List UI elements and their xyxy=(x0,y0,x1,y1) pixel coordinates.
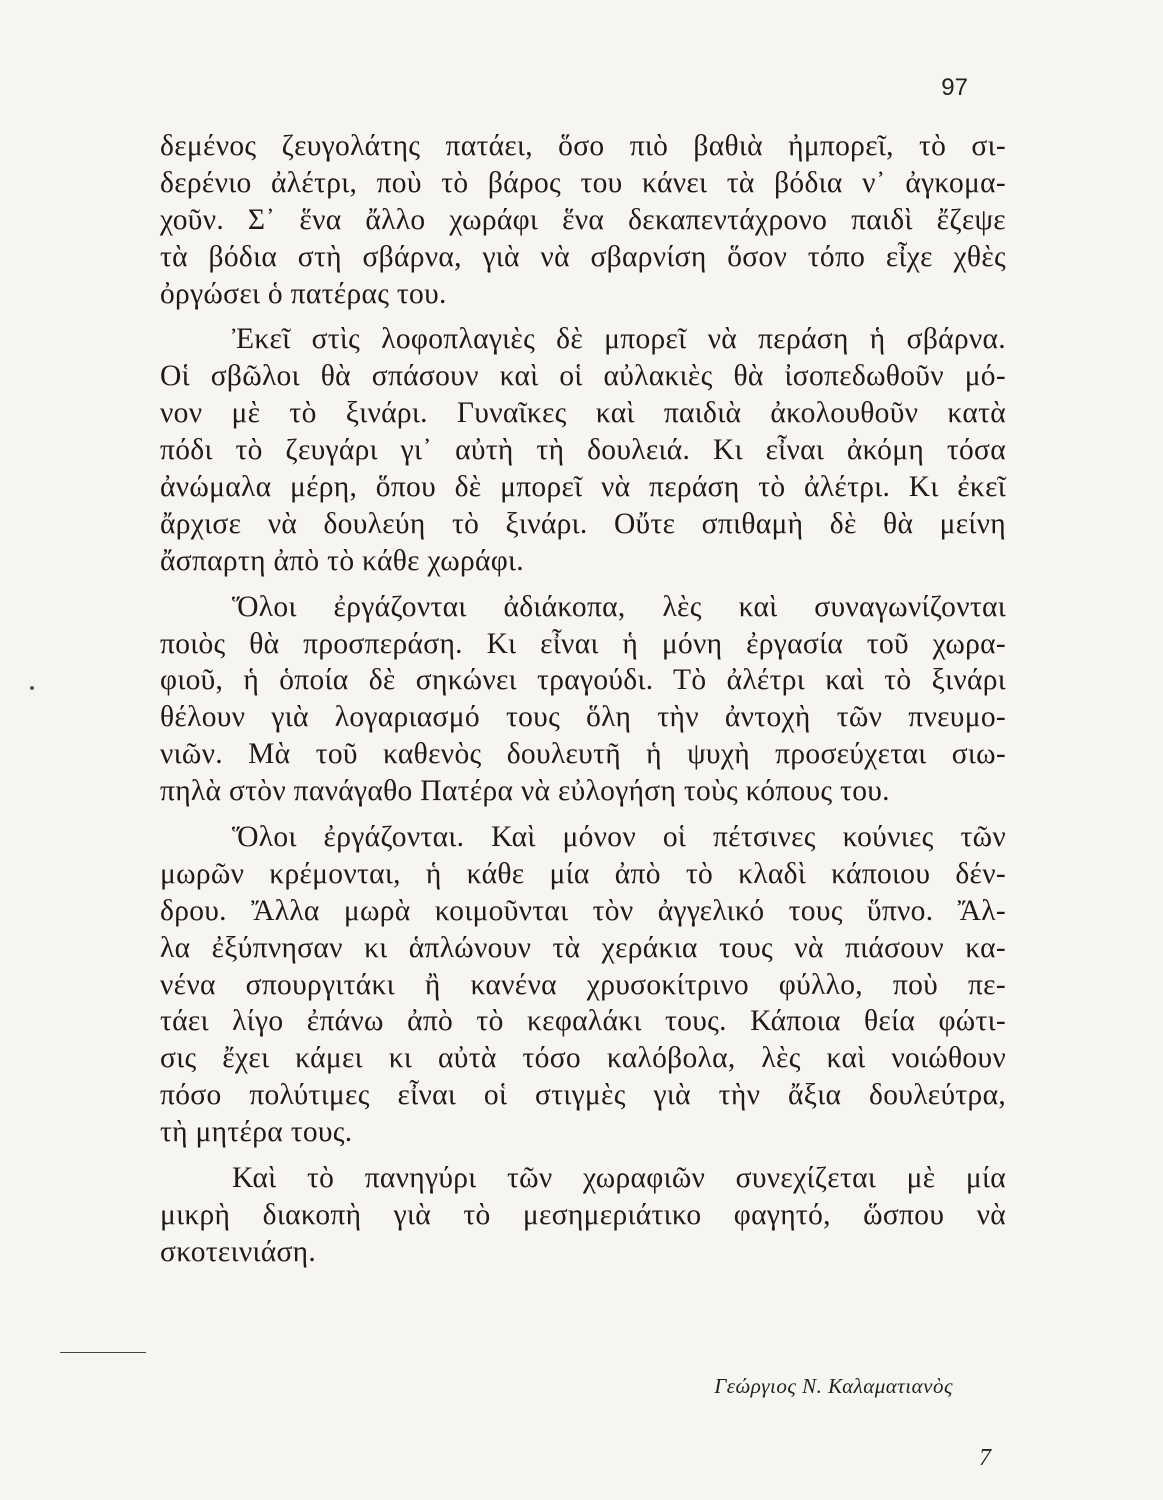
margin-speck xyxy=(30,686,34,690)
text-line: πόσο πολύτιμες εἶναι οἱ στιγμὲς γιὰ τὴν ἄξια δουλεύτρα, xyxy=(160,1079,1006,1112)
text-line: μωρῶν κρέμονται, ἡ κάθε μία ἀπὸ τὸ κλαδὶ κάποιου δέν- xyxy=(160,857,1006,890)
page-number: 97 xyxy=(941,74,968,101)
margin-rule xyxy=(60,1352,146,1353)
text-line: χοῦν. Σ᾽ ἕνα ἄλλο χωράφι ἕνα δεκαπεντάχρονο παιδὶ ἔζεψε xyxy=(160,203,1006,236)
text-line: ποιὸς θὰ προσπεράση. Κι εἶναι ἡ μόνη ἐργασία τοῦ χωρα- xyxy=(160,627,1006,660)
text-line: δρου. Ἄλλα μωρὰ κοιμοῦνται τὸν ἀγγελικό τους ὕπνο. Ἄλ- xyxy=(160,894,1006,927)
text-line: ἀνώμαλα μέρη, ὅπου δὲ μπορεῖ νὰ περάση τὸ ἀλέτρι. Κι ἐκεῖ xyxy=(160,471,1006,504)
text-line: νον μὲ τὸ ξινάρι. Γυναῖκες καὶ παιδιὰ ἀκολουθοῦν κατὰ xyxy=(160,397,1006,430)
text-line: ὀργώσει ὁ πατέρας του. xyxy=(160,277,447,310)
gathering-mark: 7 xyxy=(979,1445,991,1471)
text-line: ἄσπαρτη ἀπὸ τὸ κάθε χωράφι. xyxy=(160,544,524,577)
text-line: νιῶν. Μὰ τοῦ καθενὸς δουλευτῆ ἡ ψυχὴ προσεύχεται σιω- xyxy=(160,738,1006,771)
text-line: δερένιο ἀλέτρι, ποὺ τὸ βάρος του κάνει τὰ βόδια ν᾽ ἀγκομα- xyxy=(160,166,1006,199)
paragraph xyxy=(160,819,1006,1151)
paragraph xyxy=(160,128,1006,312)
author-signature: Γεώργιος Ν. Καλαματιανὸς xyxy=(714,1374,953,1398)
text-line: Ὅλοι ἐργάζονται ἀδιάκοπα, λὲς καὶ συναγωνίζονται xyxy=(232,590,1006,623)
text-line: τάει λίγο ἐπάνω ἀπὸ τὸ κεφαλάκι τους. Κάποια θεία φώτι- xyxy=(160,1005,1006,1038)
paragraph xyxy=(160,589,1006,810)
text-body xyxy=(160,128,1006,1280)
text-line: ἄρχισε νὰ δουλεύη τὸ ξινάρι. Οὔτε σπιθαμὴ δὲ θὰ μείνη xyxy=(160,507,1006,540)
text-line: πηλὰ στὸν πανάγαθο Πατέρα νὰ εὐλογήση τοὺς κόπους του. xyxy=(160,775,890,808)
text-line: νένα σπουργιτάκι ἢ κανένα χρυσοκίτρινο φύλλο, ποὺ πε- xyxy=(160,968,1006,1001)
text-line: Ὅλοι ἐργάζονται. Καὶ μόνον οἱ πέτσινες κούνιες τῶν xyxy=(232,821,1006,854)
text-line: μικρὴ διακοπὴ γιὰ τὸ μεσημεριάτικο φαγητό, ὥσπου νὰ xyxy=(160,1198,1006,1231)
text-line: τὰ βόδια στὴ σβάρνα, γιὰ νὰ σβαρνίση ὅσον τόπο εἶχε χθὲς xyxy=(160,240,1006,273)
text-line: Οἱ σβῶλοι θὰ σπάσουν καὶ οἱ αὐλακιὲς θὰ ἰσοπεδωθοῦν μό- xyxy=(160,360,1006,393)
text-line: τὴ μητέρα τους. xyxy=(160,1116,353,1149)
text-line: σις ἔχει κάμει κι αὐτὰ τόσο καλόβολα, λὲς καὶ νοιώθουν xyxy=(160,1042,1006,1075)
text-line: σκοτεινιάση. xyxy=(160,1235,317,1268)
paragraph xyxy=(160,1160,1006,1271)
text-line: φιοῦ, ἡ ὁποία δὲ σηκώνει τραγούδι. Τὸ ἀλέτρι καὶ τὸ ξινάρι xyxy=(160,664,1006,697)
text-line: δεμένος ζευγολάτης πατάει, ὅσο πιὸ βαθιὰ ἠμπορεῖ, τὸ σι- xyxy=(160,130,1006,162)
text-line: Καὶ τὸ πανηγύρι τῶν χωραφιῶν συνεχίζεται μὲ μία xyxy=(232,1162,1006,1195)
text-line: Ἐκεῖ στὶς λοφοπλαγιὲς δὲ μπορεῖ νὰ περάση ἡ σβάρνα. xyxy=(232,323,1006,356)
paragraph xyxy=(160,321,1006,579)
text-line: πόδι τὸ ζευγάρι γι᾽ αὐτὴ τὴ δουλειά. Κι εἶναι ἀκόμη τόσα xyxy=(160,434,1006,467)
text-line: θέλουν γιὰ λογαριασμό τους ὅλη τὴν ἀντοχὴ τῶν πνευμο- xyxy=(160,701,1006,734)
text-line: λα ἐξύπνησαν κι ἁπλώνουν τὰ χεράκια τους νὰ πιάσουν κα- xyxy=(160,931,1006,964)
